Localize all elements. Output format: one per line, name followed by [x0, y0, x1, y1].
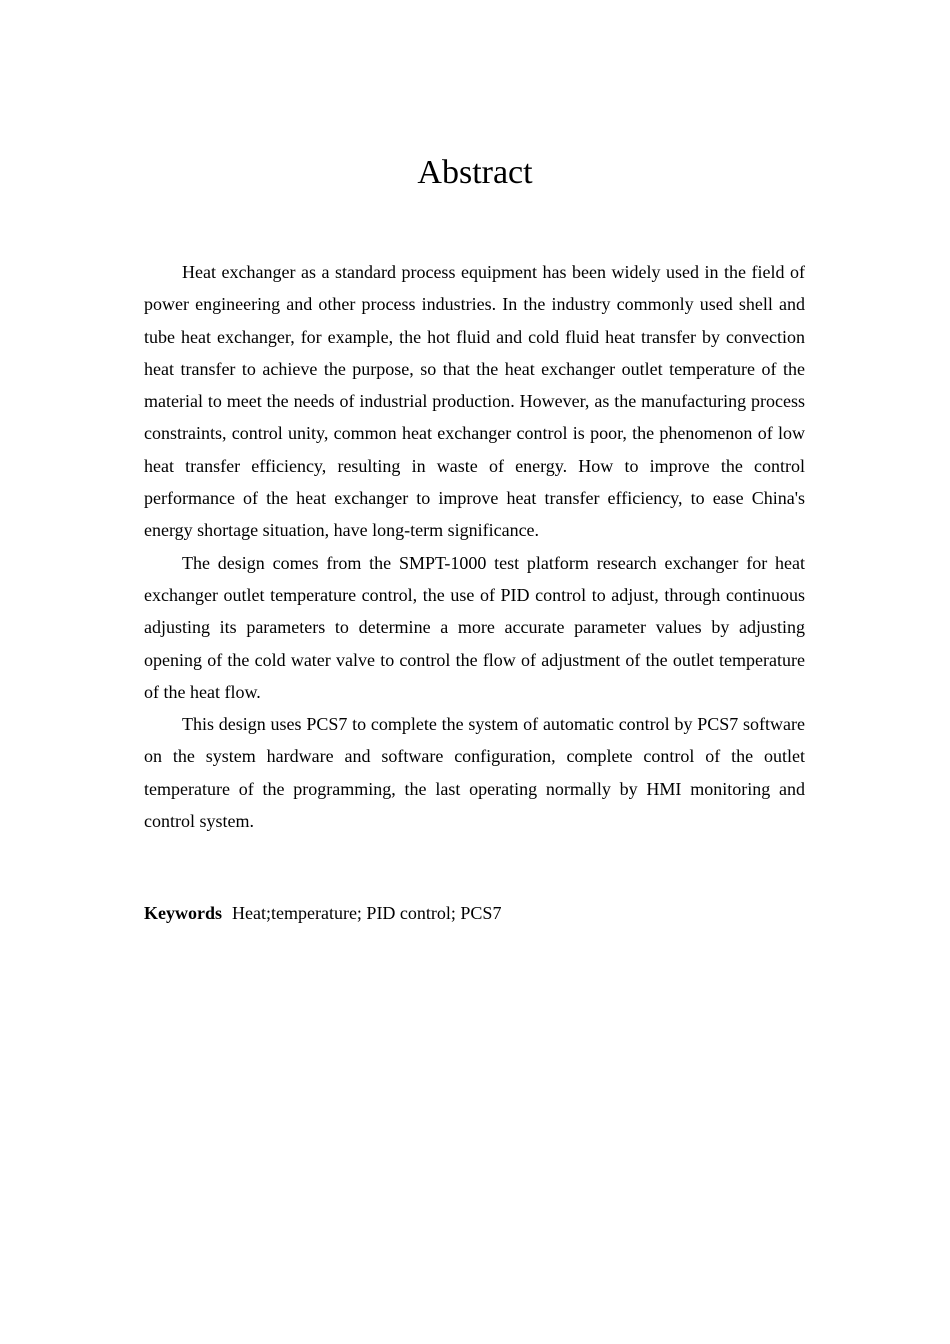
keywords-line	[144, 897, 805, 929]
abstract-paragraph-2: The design comes from the SMPT-1000 test platform research exchanger for heat exchanger outlet temperature control, the use of PID control to adjust, through continuous adjusting its parameters to determine a more accurate parameter values by adjusting opening of the cold water valve to control the flow of adjustment of the outlet temperature of the heat flow.	[144, 552, 805, 702]
keywords-label: Keywords	[144, 903, 222, 923]
abstract-body	[144, 256, 805, 837]
abstract-paragraph-1: Heat exchanger as a standard process equipment has been widely used in the field of power engineering and other process industries. In the industry commonly used shell and tube heat exchanger, for example, the hot fluid and cold fluid heat transfer by convection heat transfer to achieve the purpose, so that the heat exchanger outlet temperature of the material to meet the needs of industrial production. However, as the manufacturing process constraints, control unity, common heat exchanger control is poor, the phenomenon of low heat transfer efficiency, resulting in waste of energy. How to improve the control performance of the heat exchanger to improve heat transfer efficiency, to ease China's energy shortage situation, have long-term significance.	[144, 262, 805, 541]
keywords-value: Heat;temperature; PID control; PCS7	[232, 903, 502, 923]
abstract-paragraph-3: This design uses PCS7 to complete the system of automatic control by PCS7 software on the system hardware and software configuration, complete control of the outlet temperature of the programming, the last operating normally by HMI monitoring and control system.	[144, 714, 805, 832]
page-title: Abstract	[417, 154, 533, 191]
